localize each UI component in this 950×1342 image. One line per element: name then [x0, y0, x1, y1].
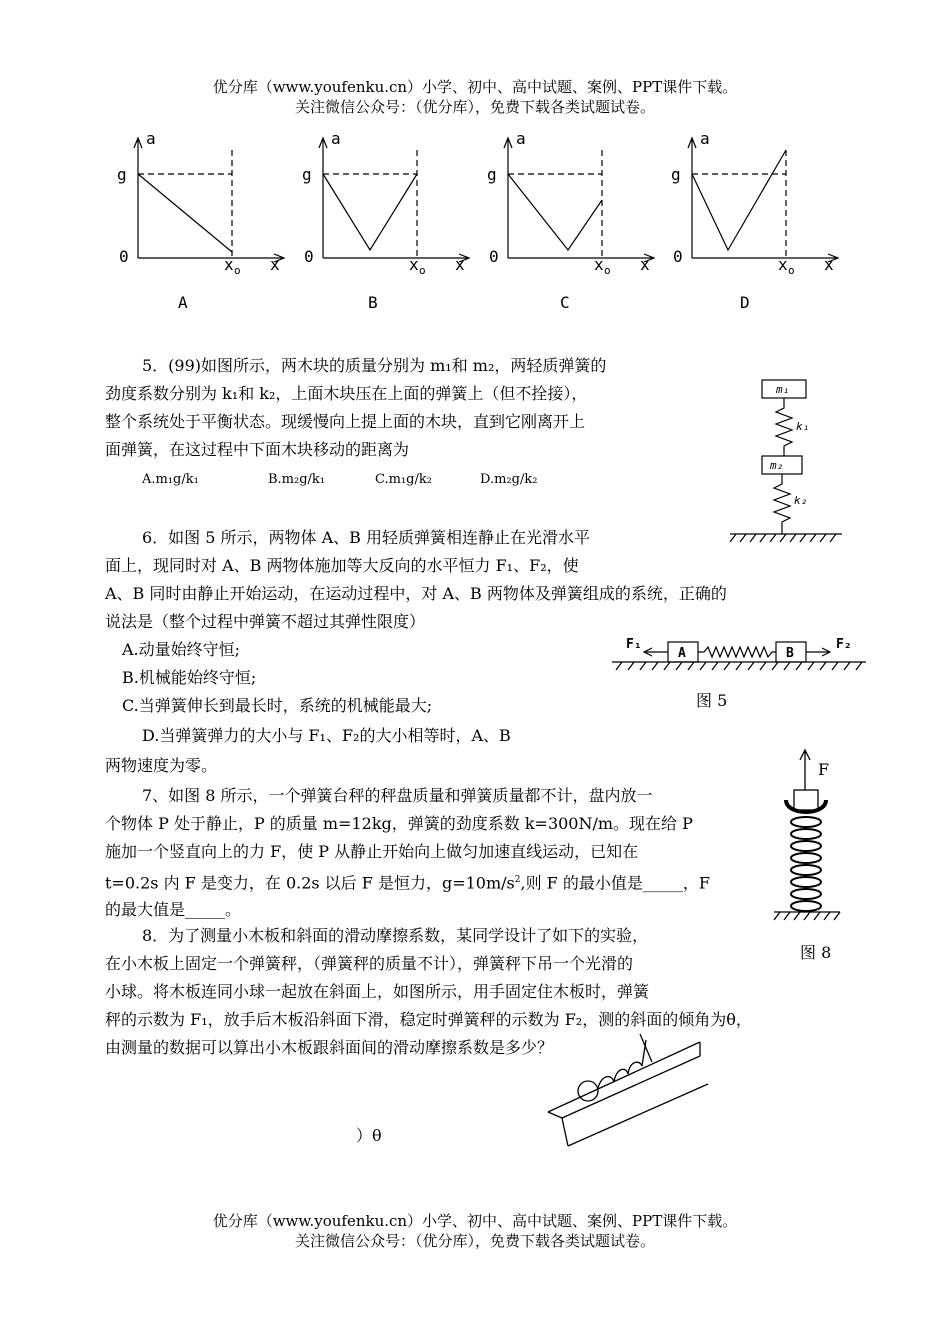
graph-b-axis-a: a: [331, 129, 341, 148]
q5-option-b: B.m₂g/k₁: [268, 472, 326, 487]
q7-line-4-text: t=0.2s 内 F 是变力，在 0.2s 以后 F 是恒力，g=10m/s: [105, 873, 515, 893]
q5-option-a: A.m₁g/k₁: [142, 472, 199, 487]
graph-label-b: B: [368, 293, 378, 312]
q8-line-4: 秤的示数为 F₁，放手后木板沿斜面下滑，稳定时弹簧秤的示数为 F₂，测的斜面的倾角为θ，: [105, 1010, 752, 1029]
label-m1: m₁: [776, 383, 790, 396]
graph-label-d: D: [740, 293, 750, 312]
label-k2: k₂: [794, 494, 808, 507]
q7-line-1: 7、如图 8 所示，一个弹簧台秤的秤盘质量和弹簧质量都不计，盘内放一: [142, 786, 653, 805]
graph-c-x0-sub: o: [604, 264, 611, 277]
graph-c-origin: 0: [489, 247, 499, 266]
graph-label-c: C: [560, 293, 570, 312]
graph-d-g: g: [671, 165, 681, 184]
graph-c-axis-a: a: [516, 129, 526, 148]
graph-a-x0: x: [224, 255, 234, 274]
label-force-f: F: [818, 760, 830, 779]
q6-option-d-line-2: 两物速度为零。: [105, 756, 218, 775]
graph-d-x0-sub: o: [788, 264, 795, 277]
q7-line-3: 施加一个竖直向上的力 F，使 P 从静止开始向上做匀加速直线运动，已知在: [105, 842, 639, 861]
q5-line-1: 5．(99)如图所示，两木块的质量分别为 m₁和 m₂，两轻质弹簧的: [142, 356, 607, 375]
graph-c-g: g: [487, 165, 497, 184]
q8-line-2: 在小木板上固定一个弹簧秤，（弹簧秤的质量不计），弹簧秤下吊一个光滑的: [105, 954, 634, 973]
footer-line-2: 关注微信公众号：（优分库），免费下载各类试题试卷。: [294, 1232, 655, 1250]
graph-a-axis-x: x: [270, 255, 280, 274]
graph-c-x0: x: [594, 255, 604, 274]
graph-a-axis-a: a: [146, 129, 156, 148]
graph-a-x0-sub: o: [234, 264, 241, 277]
q5-line-4: 面弹簧，在这过程中下面木块移动的距离为: [105, 440, 410, 459]
header-line-1: 优分库（www.youfenku.cn）小学、初中、高中试题、案例、PPT课件下载。: [212, 78, 738, 96]
label-k1: k₁: [796, 420, 810, 433]
q5-line-2: 劲度系数分别为 k₁和 k₂，上面木块压在上面的弹簧上（但不拴接），: [105, 384, 588, 403]
q8-line-3: 小球。将木板连同小球一起放在斜面上，如图所示，用手固定住木板时，弹簧: [105, 982, 650, 1001]
header-line-2: 关注微信公众号：（优分库），免费下载各类试题试卷。: [294, 98, 655, 116]
q5-option-d: D.m₂g/k₂: [480, 472, 538, 487]
graph-d-axis-a: a: [700, 129, 710, 148]
figure-5-caption: 图 5: [696, 691, 728, 710]
graph-b-x0-sub: o: [419, 264, 426, 277]
graph-b-x0: x: [409, 255, 419, 274]
label-m2: m₂: [770, 459, 784, 472]
q6-option-d-line-1: D.当弹簧弹力的大小与 F₁、F₂的大小相等时，A、B: [142, 726, 511, 745]
q5-option-c: C.m₁g/k₂: [375, 472, 432, 487]
label-b: B: [786, 646, 794, 661]
q8-line-1: 8．为了测量小木板和斜面的滑动摩擦系数，某同学设计了如下的实验，: [142, 926, 649, 945]
graph-b-g: g: [302, 165, 312, 184]
q5-line-3: 整个系统处于平衡状态。现缓慢向上提上面的木块，直到它刚离开上: [105, 412, 586, 431]
q7-line-5: 的最大值是_____。: [105, 900, 242, 919]
graph-c-axis-x: x: [640, 255, 650, 274]
q7-exponent: 2: [514, 875, 521, 885]
figure-8-caption: 图 8: [800, 943, 832, 962]
graph-b-axis-x: x: [455, 255, 465, 274]
q6-line-3: A、B 同时由静止开始运动，在运动过程中，对 A、B 两物体及弹簧组成的系统，正确的: [105, 584, 727, 603]
graph-a-g: g: [117, 165, 127, 184]
graph-label-a: A: [178, 293, 188, 312]
q6-option-b: B.机械能始终守恒;: [122, 668, 257, 687]
q6-option-a: A.动量始终守恒;: [122, 640, 241, 659]
q7-line-2: 个物体 P 处于静止，P 的质量 m=12kg，弹簧的劲度系数 k=300N/m。现在给 P: [105, 814, 693, 833]
graph-d-x0: x: [778, 255, 788, 274]
q6-line-4: 说法是（整个过程中弹簧不超过其弹性限度）: [105, 612, 426, 631]
spring-scale: [598, 1040, 646, 1088]
board-stop: [640, 1034, 652, 1062]
footer-line-1: 优分库（www.youfenku.cn）小学、初中、高中试题、案例、PPT课件下载。: [212, 1212, 738, 1230]
q8-line-5: 由测量的数据可以算出小木板跟斜面间的滑动摩擦系数是多少？: [105, 1038, 554, 1057]
label-f2: F₂: [836, 637, 852, 652]
graph-d-axis-x: x: [824, 255, 834, 274]
label-a: A: [678, 646, 686, 661]
graph-a-origin: 0: [119, 247, 129, 266]
q8-theta-label: ）θ: [356, 1126, 382, 1145]
graph-d-origin: 0: [673, 247, 683, 266]
q6-option-c: C.当弹簧伸长到最长时，系统的机械能最大;: [122, 696, 433, 715]
q6-line-2: 面上，现同时对 A、B 两物体施加等大反向的水平恒力 F₁、F₂，使: [105, 556, 579, 575]
q7-line-4-rest: ,则 F 的最小值是_____，F: [520, 873, 710, 893]
graph-b-origin: 0: [304, 247, 314, 266]
label-f1: F₁: [626, 637, 642, 652]
incline-surface: [548, 1042, 700, 1112]
q6-line-1: 6．如图 5 所示，两物体 A、B 用轻质弹簧相连静止在光滑水平: [142, 528, 591, 547]
